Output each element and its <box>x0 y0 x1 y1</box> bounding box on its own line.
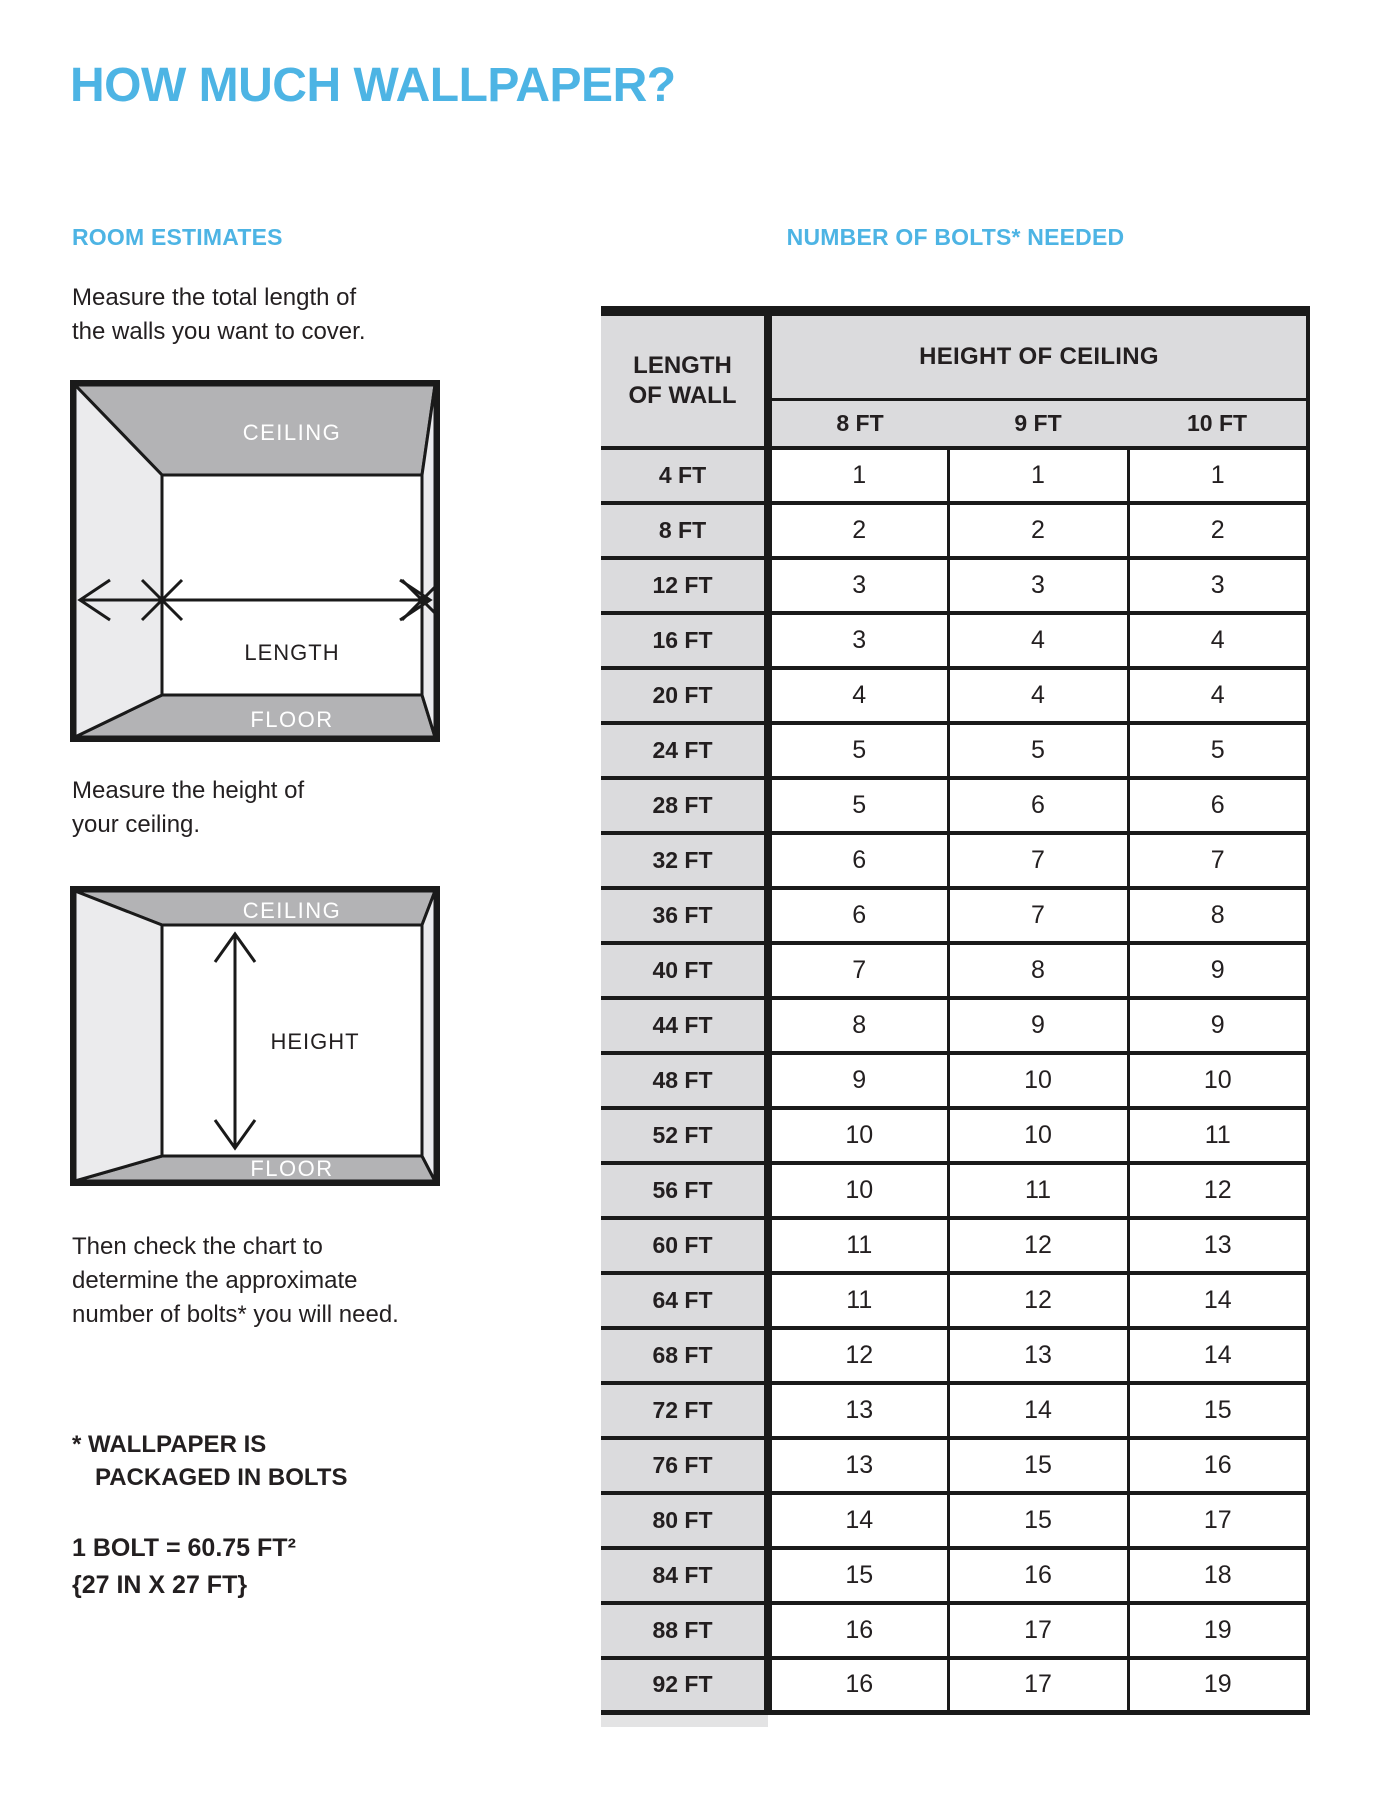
length-of-wall-header <box>601 316 768 448</box>
measure-height-line2: your ceiling. <box>72 811 201 838</box>
bolts-8ft-cell: 8 <box>768 998 948 1053</box>
table-row <box>601 448 1308 503</box>
bolts-10ft-cell: 1 <box>1128 448 1308 503</box>
bolts-9ft-cell: 12 <box>948 1273 1128 1328</box>
bolts-9ft-cell: 17 <box>948 1658 1128 1713</box>
table-row <box>601 998 1308 1053</box>
check-chart-line3: number of bolts* you will need. <box>72 1301 399 1328</box>
table-row <box>601 1328 1308 1383</box>
bolts-10ft-cell: 19 <box>1128 1603 1308 1658</box>
bolts-8ft-cell: 2 <box>768 503 948 558</box>
bolts-9ft-cell: 15 <box>948 1438 1128 1493</box>
bolts-9ft-cell: 3 <box>948 558 1128 613</box>
wall-length-cell: 60 FT <box>601 1218 768 1273</box>
wall-length-cell: 28 FT <box>601 778 768 833</box>
bolts-9ft-cell: 12 <box>948 1218 1128 1273</box>
bolts-10ft-cell: 13 <box>1128 1218 1308 1273</box>
length-label: LENGTH <box>244 640 340 665</box>
bolts-10ft-cell: 16 <box>1128 1438 1308 1493</box>
table-row <box>601 668 1308 723</box>
wall-length-cell: 72 FT <box>601 1383 768 1438</box>
wall-length-cell: 24 FT <box>601 723 768 778</box>
wall-length-cell: 88 FT <box>601 1603 768 1658</box>
bolts-9ft-cell: 5 <box>948 723 1128 778</box>
col-header-8ft: 8 FT <box>768 400 948 448</box>
bolts-table <box>601 316 1310 1715</box>
bolts-10ft-cell: 3 <box>1128 558 1308 613</box>
wall-length-cell: 56 FT <box>601 1163 768 1218</box>
bolts-10ft-cell: 11 <box>1128 1108 1308 1163</box>
bolts-10ft-cell: 18 <box>1128 1548 1308 1603</box>
bolts-8ft-cell: 9 <box>768 1053 948 1108</box>
check-chart-line2: determine the approximate <box>72 1267 358 1294</box>
bolt-size-line1: 1 BOLT = 60.75 FT² <box>72 1534 296 1562</box>
wall-length-cell: 36 FT <box>601 888 768 943</box>
bolts-9ft-cell: 16 <box>948 1548 1128 1603</box>
bolts-10ft-cell: 9 <box>1128 943 1308 998</box>
table-row <box>601 503 1308 558</box>
measure-height-line1: Measure the height of <box>72 777 305 804</box>
room-estimates-heading: ROOM ESTIMATES <box>72 224 283 250</box>
bolts-9ft-cell: 4 <box>948 668 1128 723</box>
bolts-8ft-cell: 7 <box>768 943 948 998</box>
check-chart-paragraph <box>72 1230 399 1332</box>
bolts-footnote-line2: PACKAGED IN BOLTS <box>95 1464 348 1491</box>
floor-label: FLOOR <box>250 707 334 732</box>
bolts-9ft-cell: 14 <box>948 1383 1128 1438</box>
wall-length-cell: 84 FT <box>601 1548 768 1603</box>
ceiling-label: CEILING <box>242 420 342 445</box>
col-header-9ft: 9 FT <box>948 400 1128 448</box>
bolts-9ft-cell: 8 <box>948 943 1128 998</box>
table-row <box>601 558 1308 613</box>
wall-length-cell: 16 FT <box>601 613 768 668</box>
bolts-10ft-cell: 8 <box>1128 888 1308 943</box>
floor-label: FLOOR <box>250 1156 334 1181</box>
measure-length-line2: the walls you want to cover. <box>72 318 366 345</box>
bolts-9ft-cell: 7 <box>948 888 1128 943</box>
height-label: HEIGHT <box>270 1029 360 1054</box>
table-row <box>601 613 1308 668</box>
bolts-table-heading: NUMBER OF BOLTS* NEEDED <box>786 224 1125 250</box>
wall-length-cell: 92 FT <box>601 1658 768 1713</box>
bolts-10ft-cell: 6 <box>1128 778 1308 833</box>
table-row <box>601 1658 1308 1713</box>
bolts-8ft-cell: 15 <box>768 1548 948 1603</box>
ceiling-height-diagram <box>70 886 440 1186</box>
bolts-8ft-cell: 5 <box>768 778 948 833</box>
table-bottom-tab <box>601 1715 768 1727</box>
length-of-wall-line1: LENGTH <box>633 351 732 379</box>
table-row <box>601 723 1308 778</box>
length-of-wall-line2: OF WALL <box>628 381 737 409</box>
bolts-8ft-cell: 4 <box>768 668 948 723</box>
bolts-10ft-cell: 12 <box>1128 1163 1308 1218</box>
wall-length-cell: 80 FT <box>601 1493 768 1548</box>
wall-length-cell: 8 FT <box>601 503 768 558</box>
table-row <box>601 1603 1308 1658</box>
ceiling-label: CEILING <box>242 898 342 923</box>
bolts-9ft-cell: 10 <box>948 1053 1128 1108</box>
bolts-10ft-cell: 15 <box>1128 1383 1308 1438</box>
bolts-9ft-cell: 2 <box>948 503 1128 558</box>
bolts-8ft-cell: 3 <box>768 613 948 668</box>
bolts-9ft-cell: 6 <box>948 778 1128 833</box>
bolts-8ft-cell: 11 <box>768 1218 948 1273</box>
bolts-8ft-cell: 16 <box>768 1603 948 1658</box>
bolts-10ft-cell: 5 <box>1128 723 1308 778</box>
table-row <box>601 1108 1308 1163</box>
table-row <box>601 778 1308 833</box>
wall-length-cell: 52 FT <box>601 1108 768 1163</box>
bolts-8ft-cell: 10 <box>768 1108 948 1163</box>
wall-length-cell: 44 FT <box>601 998 768 1053</box>
wall-length-cell: 48 FT <box>601 1053 768 1108</box>
bolts-footnote <box>72 1428 347 1494</box>
bolts-8ft-cell: 12 <box>768 1328 948 1383</box>
bolts-10ft-cell: 10 <box>1128 1053 1308 1108</box>
bolts-9ft-cell: 9 <box>948 998 1128 1053</box>
table-row <box>601 1053 1308 1108</box>
wall-length-cell: 4 FT <box>601 448 768 503</box>
bolts-8ft-cell: 13 <box>768 1383 948 1438</box>
bolts-9ft-cell: 13 <box>948 1328 1128 1383</box>
table-row <box>601 943 1308 998</box>
table-top-border <box>601 306 1310 316</box>
bolts-10ft-cell: 9 <box>1128 998 1308 1053</box>
bolts-10ft-cell: 14 <box>1128 1328 1308 1383</box>
measure-length-line1: Measure the total length of <box>72 284 357 311</box>
table-row <box>601 833 1308 888</box>
bolt-size-info <box>72 1530 296 1604</box>
bolts-10ft-cell: 14 <box>1128 1273 1308 1328</box>
table-row <box>601 1383 1308 1438</box>
bolts-8ft-cell: 10 <box>768 1163 948 1218</box>
bolts-9ft-cell: 15 <box>948 1493 1128 1548</box>
check-chart-line1: Then check the chart to <box>72 1233 323 1260</box>
bolts-8ft-cell: 14 <box>768 1493 948 1548</box>
bolts-8ft-cell: 11 <box>768 1273 948 1328</box>
left-wall <box>75 891 162 1181</box>
bolts-8ft-cell: 6 <box>768 833 948 888</box>
bolts-10ft-cell: 7 <box>1128 833 1308 888</box>
bolts-9ft-cell: 11 <box>948 1163 1128 1218</box>
table-row <box>601 1548 1308 1603</box>
wall-length-cell: 64 FT <box>601 1273 768 1328</box>
bolts-8ft-cell: 13 <box>768 1438 948 1493</box>
room-length-diagram <box>70 380 440 742</box>
bolts-8ft-cell: 6 <box>768 888 948 943</box>
wall-length-cell: 20 FT <box>601 668 768 723</box>
table-row <box>601 1493 1308 1548</box>
bolts-10ft-cell: 19 <box>1128 1658 1308 1713</box>
bolts-9ft-cell: 17 <box>948 1603 1128 1658</box>
bolts-8ft-cell: 16 <box>768 1658 948 1713</box>
measure-height-paragraph <box>72 774 304 842</box>
col-header-10ft: 10 FT <box>1128 400 1308 448</box>
bolts-9ft-cell: 10 <box>948 1108 1128 1163</box>
bolts-10ft-cell: 4 <box>1128 668 1308 723</box>
bolts-8ft-cell: 5 <box>768 723 948 778</box>
page-title: HOW MUCH WALLPAPER? <box>70 59 676 112</box>
bolts-10ft-cell: 17 <box>1128 1493 1308 1548</box>
bolts-10ft-cell: 2 <box>1128 503 1308 558</box>
bolts-9ft-cell: 7 <box>948 833 1128 888</box>
bolts-9ft-cell: 4 <box>948 613 1128 668</box>
bolts-footnote-line1: * WALLPAPER IS <box>72 1431 267 1458</box>
table-row <box>601 1438 1308 1493</box>
height-of-ceiling-header: HEIGHT OF CEILING <box>768 316 1308 400</box>
bolts-10ft-cell: 4 <box>1128 613 1308 668</box>
bolts-9ft-cell: 1 <box>948 448 1128 503</box>
table-row <box>601 1218 1308 1273</box>
table-row <box>601 1163 1308 1218</box>
bolts-8ft-cell: 3 <box>768 558 948 613</box>
right-wall <box>422 891 435 1181</box>
wall-length-cell: 40 FT <box>601 943 768 998</box>
wall-length-cell: 32 FT <box>601 833 768 888</box>
bolts-table-container <box>601 306 1310 1727</box>
measure-length-paragraph <box>72 281 365 349</box>
bolts-8ft-cell: 1 <box>768 448 948 503</box>
table-row <box>601 888 1308 943</box>
table-row <box>601 1273 1308 1328</box>
wall-length-cell: 76 FT <box>601 1438 768 1493</box>
bolt-size-line2: {27 IN X 27 FT} <box>72 1571 248 1599</box>
wall-length-cell: 12 FT <box>601 558 768 613</box>
wall-length-cell: 68 FT <box>601 1328 768 1383</box>
table-header-row <box>601 316 1308 400</box>
